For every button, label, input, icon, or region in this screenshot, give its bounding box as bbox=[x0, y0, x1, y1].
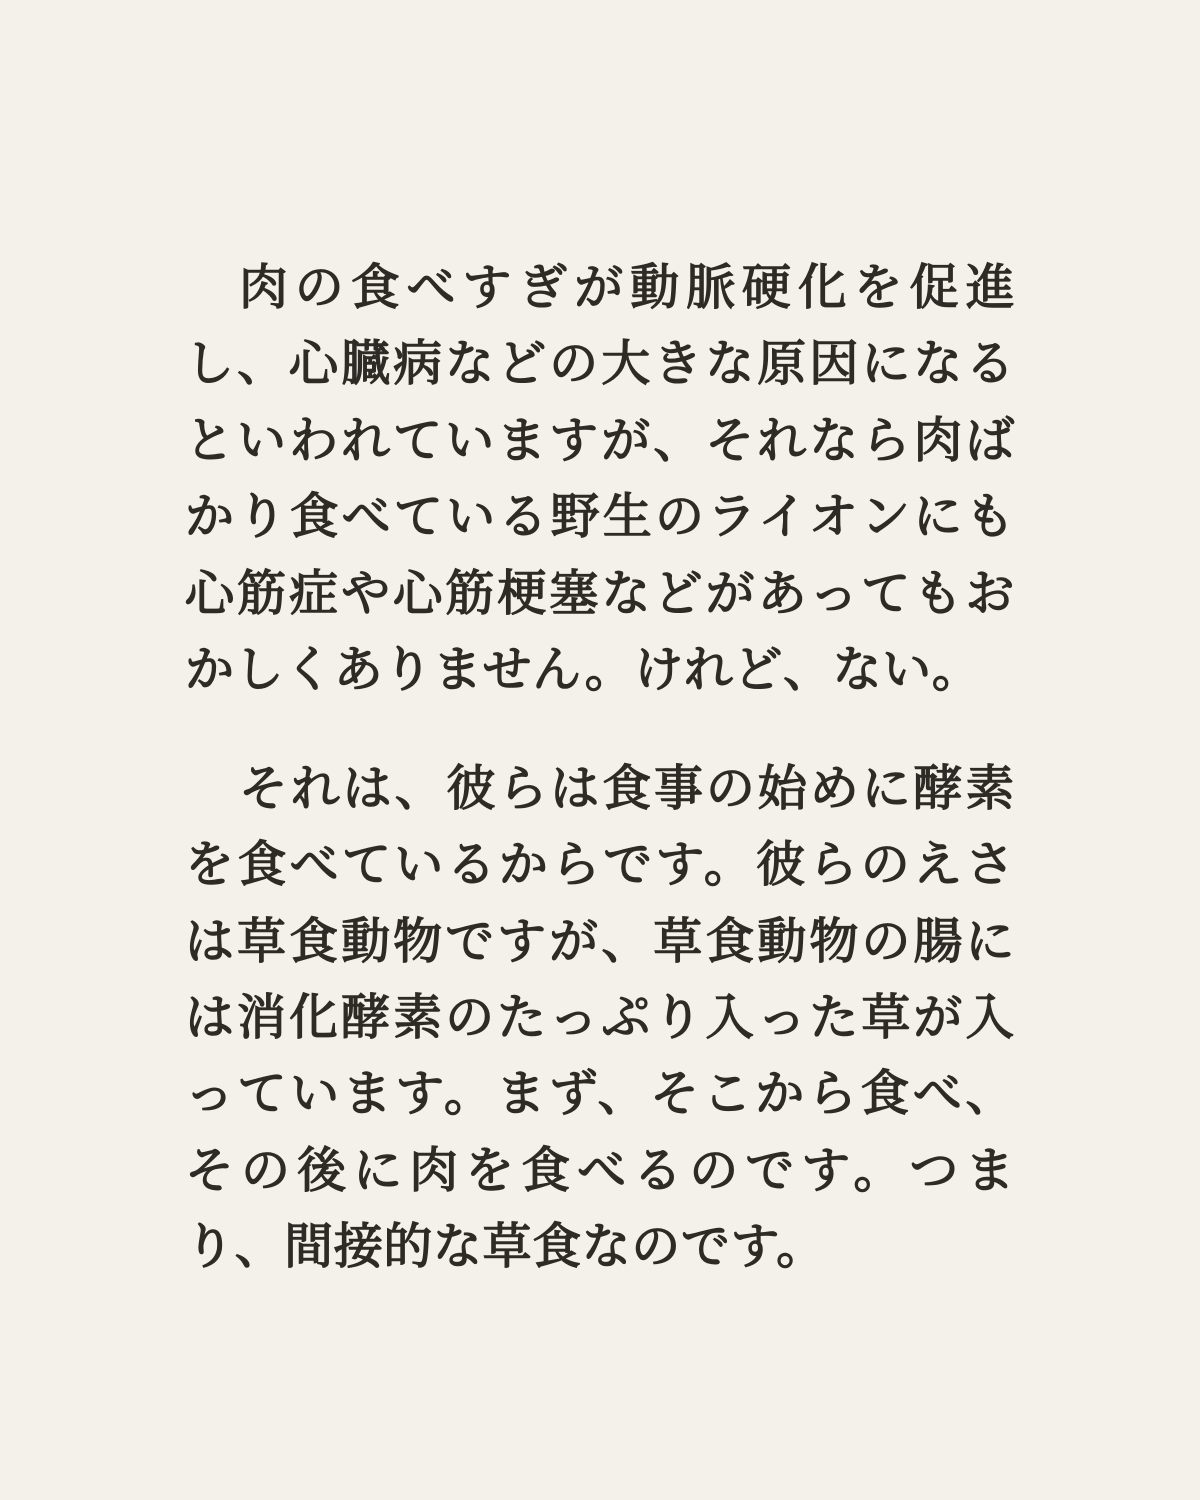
body-paragraph-2: それは、彼らは食事の始めに酵素を食べているからです。彼らのえさは草食動物ですが、草食動物の腸には消化酵素のたっぷり入った草が入っています。まず、そこから食べ、その後に肉を食べるのです。つまり、間接的な草食なのです。 bbox=[185, 760, 1015, 1275]
body-paragraph-1: 肉の食べすぎが動脈硬化を促進し、心臓病などの大きな原因になるといわれていますが、それなら肉ばかり食べている野生のライオンにも心筋症や心筋梗塞などがあってもおかしくありません。けれど、ない。 bbox=[185, 260, 1015, 698]
